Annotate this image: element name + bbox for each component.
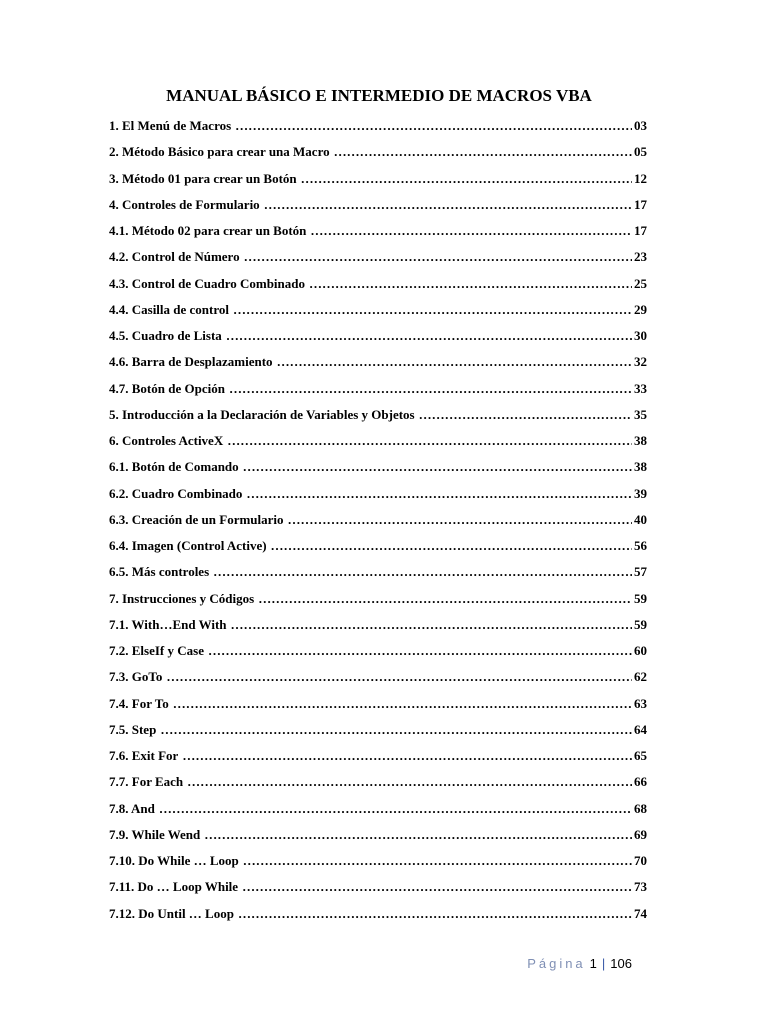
- toc-entry[interactable]: [109, 300, 647, 326]
- toc-entry[interactable]: [109, 221, 647, 247]
- toc-entry-title: 4.7. Botón de Opción: [109, 380, 225, 396]
- toc-entry-page: 59: [634, 590, 647, 606]
- toc-entry-page: 23: [634, 249, 647, 265]
- toc-entry-page: 35: [634, 406, 647, 422]
- toc-entry-title: 6.5. Más controles: [109, 564, 210, 580]
- toc-entry-page: 64: [634, 721, 647, 737]
- toc-entry-page: 62: [634, 669, 647, 685]
- toc-dot-leader: [166, 667, 632, 687]
- toc-entry[interactable]: [109, 484, 647, 510]
- current-page-number: 1: [589, 956, 597, 971]
- toc-entry-page: 56: [634, 538, 647, 553]
- toc-dot-leader: [419, 405, 632, 425]
- toc-entry-title: 7.11. Do … Loop While: [109, 879, 239, 895]
- toc-entry-page: 33: [634, 380, 647, 396]
- toc-entry[interactable]: [109, 379, 647, 405]
- total-pages: 106: [610, 956, 632, 971]
- toc-entry[interactable]: [109, 457, 647, 483]
- page-footer: [527, 956, 632, 971]
- toc-dot-leader: [242, 877, 632, 897]
- toc-entry-page: 60: [634, 643, 647, 658]
- toc-dot-leader: [173, 694, 632, 714]
- toc-entry-page: 65: [634, 748, 647, 763]
- toc-entry-title: 7.7. For Each: [109, 774, 184, 790]
- toc-entry-title: 7.10. Do While … Loop: [109, 853, 239, 868]
- toc-entry[interactable]: [109, 405, 647, 431]
- toc-dot-leader: [301, 169, 632, 189]
- toc-entry-page: 05: [634, 144, 647, 160]
- toc-dot-leader: [277, 352, 632, 372]
- toc-entry[interactable]: [109, 274, 647, 300]
- toc-entry-title: 7. Instrucciones y Códigos: [109, 590, 255, 606]
- toc-entry[interactable]: [109, 772, 647, 798]
- toc-dot-leader: [244, 247, 632, 267]
- toc-entry[interactable]: [109, 116, 647, 142]
- toc-entry-title: 7.6. Exit For: [109, 748, 179, 763]
- toc-entry-page: 39: [634, 485, 647, 501]
- toc-entry-page: 73: [634, 879, 647, 895]
- toc-entry-page: 30: [634, 328, 647, 343]
- page-label: Página: [527, 956, 586, 971]
- toc-dot-leader: [238, 904, 632, 924]
- page-separator: |: [601, 956, 606, 971]
- toc-entry-title: 6.4. Imagen (Control Active): [109, 538, 267, 553]
- toc-entry-page: 69: [634, 826, 647, 842]
- toc-dot-leader: [246, 484, 632, 504]
- toc-entry-title: 7.2. ElseIf y Case: [109, 643, 204, 658]
- toc-entry[interactable]: [109, 536, 647, 562]
- toc-entry[interactable]: [109, 746, 647, 772]
- toc-entry-page: 66: [634, 774, 647, 790]
- toc-entry-title: 4.6. Barra de Desplazamiento: [109, 354, 273, 370]
- toc-dot-leader: [204, 825, 632, 845]
- toc-dot-leader: [264, 195, 632, 215]
- toc-dot-leader: [187, 772, 632, 792]
- toc-entry-page: 32: [634, 354, 647, 370]
- toc-entry[interactable]: [109, 142, 647, 168]
- toc-entry-title: 7.3. GoTo: [109, 669, 163, 685]
- toc-entry[interactable]: [109, 904, 647, 930]
- toc-dot-leader: [231, 615, 632, 635]
- toc-entry[interactable]: [109, 799, 647, 825]
- toc-entry[interactable]: [109, 720, 647, 746]
- toc-entry[interactable]: [109, 877, 647, 903]
- toc-entry-page: 25: [634, 275, 647, 291]
- toc-entry-title: 1. El Menú de Macros: [109, 118, 232, 133]
- toc-entry-page: 29: [634, 301, 647, 317]
- toc-dot-leader: [233, 300, 632, 320]
- toc-entry-page: 70: [634, 853, 647, 868]
- toc-entry-title: 4.2. Control de Número: [109, 249, 240, 265]
- toc-entry-title: 6. Controles ActiveX: [109, 433, 224, 448]
- table-of-contents: [109, 116, 647, 930]
- toc-entry[interactable]: [109, 694, 647, 720]
- toc-entry[interactable]: [109, 667, 647, 693]
- toc-entry[interactable]: [109, 851, 647, 877]
- toc-entry[interactable]: [109, 431, 647, 457]
- toc-entry[interactable]: [109, 510, 647, 536]
- toc-entry-page: 63: [634, 695, 647, 711]
- toc-entry[interactable]: [109, 641, 647, 667]
- toc-entry[interactable]: [109, 195, 647, 221]
- toc-entry-page: 68: [634, 800, 647, 816]
- toc-dot-leader: [310, 221, 632, 241]
- toc-entry[interactable]: [109, 562, 647, 588]
- toc-entry-title: 6.3. Creación de un Formulario: [109, 511, 284, 527]
- toc-dot-leader: [258, 589, 632, 609]
- toc-entry-page: 12: [634, 170, 647, 186]
- toc-dot-leader: [309, 274, 632, 294]
- toc-dot-leader: [243, 457, 632, 477]
- toc-dot-leader: [235, 116, 632, 136]
- toc-entry-title: 7.9. While Wend: [109, 826, 201, 842]
- toc-entry-page: 38: [634, 433, 647, 448]
- toc-entry-title: 5. Introducción a la Declaración de Variables y Objetos: [109, 406, 415, 422]
- toc-entry-page: 03: [634, 118, 647, 133]
- toc-entry[interactable]: [109, 247, 647, 273]
- toc-entry-page: 57: [634, 564, 647, 580]
- toc-dot-leader: [160, 720, 632, 740]
- toc-dot-leader: [226, 326, 632, 346]
- toc-entry-title: 6.2. Cuadro Combinado: [109, 485, 243, 501]
- toc-entry-title: 2. Método Básico para crear una Macro: [109, 144, 330, 160]
- toc-dot-leader: [182, 746, 632, 766]
- toc-entry-page: 74: [634, 905, 647, 921]
- toc-entry-title: 6.1. Botón de Comando: [109, 459, 239, 475]
- page-title: MANUAL BÁSICO E INTERMEDIO DE MACROS VBA: [166, 86, 592, 105]
- toc-dot-leader: [208, 641, 632, 661]
- toc-entry-page: 40: [634, 511, 647, 527]
- toc-dot-leader: [213, 562, 632, 582]
- toc-entry-title: 7.12. Do Until … Loop: [109, 905, 234, 921]
- toc-dot-leader: [227, 431, 632, 451]
- toc-entry[interactable]: [109, 352, 647, 378]
- toc-entry-page: 59: [634, 616, 647, 632]
- toc-entry-title: 7.5. Step: [109, 721, 157, 737]
- toc-entry-title: 4.1. Método 02 para crear un Botón: [109, 223, 307, 238]
- toc-entry-page: 17: [634, 196, 647, 212]
- toc-dot-leader: [229, 379, 632, 399]
- toc-entry[interactable]: [109, 326, 647, 352]
- toc-entry-title: 7.4. For To: [109, 695, 169, 711]
- toc-dot-leader: [288, 510, 632, 530]
- toc-entry-title: 3. Método 01 para crear un Botón: [109, 170, 297, 186]
- toc-entry-page: 38: [634, 459, 647, 475]
- toc-entry[interactable]: [109, 589, 647, 615]
- toc-entry[interactable]: [109, 615, 647, 641]
- toc-entry[interactable]: [109, 825, 647, 851]
- toc-entry-title: 4.4. Casilla de control: [109, 301, 230, 317]
- toc-entry-title: 4. Controles de Formulario: [109, 196, 260, 212]
- toc-entry-title: 4.3. Control de Cuadro Combinado: [109, 275, 305, 291]
- toc-entry-title: 4.5. Cuadro de Lista: [109, 328, 222, 343]
- toc-dot-leader: [243, 851, 632, 871]
- toc-entry-page: 17: [634, 223, 647, 238]
- toc-entry[interactable]: [109, 169, 647, 195]
- toc-entry-title: 7.1. With…End With: [109, 616, 227, 632]
- toc-dot-leader: [334, 142, 632, 162]
- toc-dot-leader: [271, 536, 632, 556]
- toc-entry-title: 7.8. And: [109, 800, 155, 816]
- toc-dot-leader: [159, 799, 632, 819]
